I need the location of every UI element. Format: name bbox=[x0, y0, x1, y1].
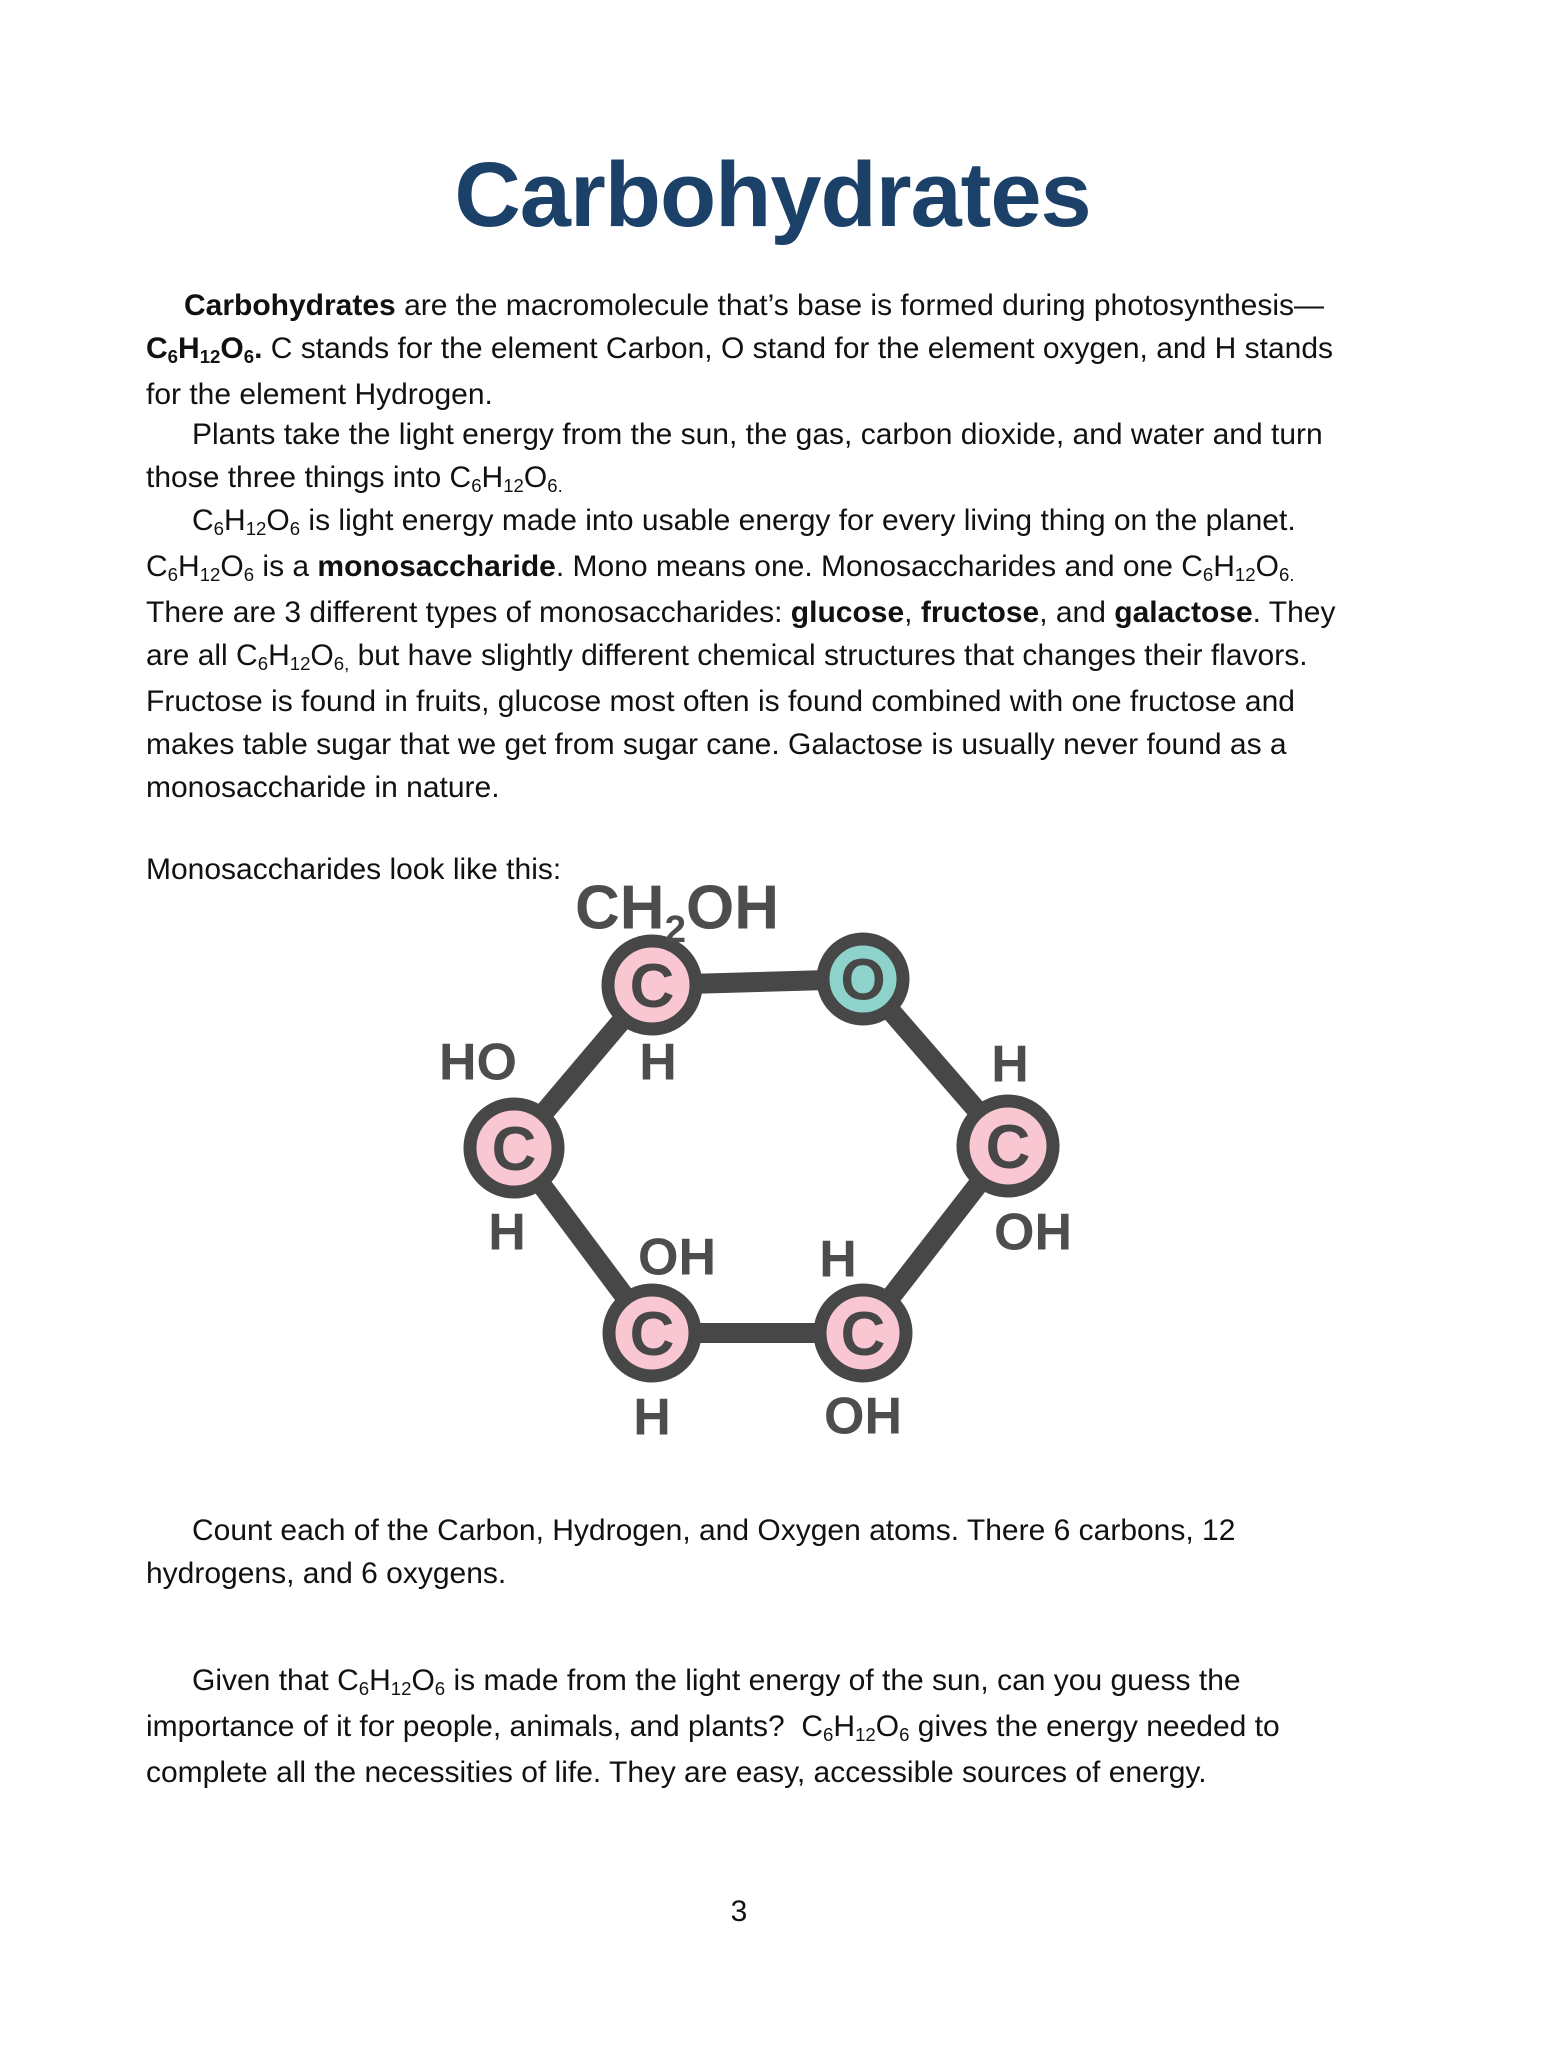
page-number: 3 bbox=[730, 1895, 748, 1928]
oh-label-right-lower: OH bbox=[994, 1203, 1072, 1262]
text-line: C6H12O6 is a monosaccharide. Mono means one. Monosaccharides and one C6H12O6. bbox=[146, 550, 1295, 585]
oh-label-below-right: OH bbox=[824, 1387, 902, 1446]
carbon-atom-c2 bbox=[963, 1101, 1053, 1191]
count-atoms-paragraph bbox=[146, 1509, 1455, 1595]
carbon-atom-c4 bbox=[609, 1290, 695, 1376]
atom-symbol: C bbox=[985, 1113, 1031, 1183]
page-title: Carbohydrates bbox=[454, 144, 1091, 246]
text-line: Fructose is found in fruits, glucose most often is found combined with one fructose and bbox=[146, 685, 1295, 718]
text-line: Monosaccharides look like this: bbox=[146, 853, 562, 886]
molecule-svg bbox=[400, 858, 1120, 1468]
atom-symbol: O bbox=[840, 947, 886, 1013]
text-line: makes table sugar that we get from sugar cane. Galactose is usually never found as a bbox=[146, 728, 1287, 761]
ch2oh-label: $CH_2OH$ bbox=[575, 873, 779, 951]
atom-symbol: C bbox=[840, 1300, 886, 1370]
oxygen-atom-o1 bbox=[823, 939, 903, 1019]
text-line: Count each of the Carbon, Hydrogen, and Oxygen atoms. There 6 carbons, 12 bbox=[192, 1514, 1236, 1547]
intro-paragraph bbox=[146, 284, 1455, 416]
monosaccharide-paragraph bbox=[146, 499, 1455, 809]
text-line: Carbohydrates are the macromolecule that’s base is formed during photosynthesis— bbox=[184, 289, 1324, 322]
atom-symbol: C bbox=[491, 1115, 537, 1185]
h-label-right-top: H bbox=[991, 1035, 1029, 1094]
text-line: for the element Hydrogen. bbox=[146, 378, 493, 411]
monosaccharide-ring-diagram bbox=[400, 858, 1120, 1468]
text-line: those three things into C6H12O6. bbox=[146, 461, 563, 496]
text-line: There are 3 different types of monosaccharides: glucose, fructose, and galactose. They bbox=[146, 596, 1336, 629]
text-line: Given that C6H12O6 is made from the light energy of the sun, can you guess the bbox=[192, 1664, 1241, 1699]
ho-label-left: HO bbox=[439, 1033, 517, 1092]
carbon-atom-c3 bbox=[820, 1290, 906, 1376]
text-line: importance of it for people, animals, and plants? C6H12O6 gives the energy needed to bbox=[146, 1710, 1280, 1745]
text-line: are all C6H12O6, but have slightly different chemical structures that changes their flavors. bbox=[146, 639, 1308, 674]
h-label-inner-bottom-right: H bbox=[819, 1230, 857, 1289]
oh-label-inner-bottom-left: OH bbox=[638, 1228, 716, 1287]
carbon-atom-c1 bbox=[608, 941, 696, 1029]
carbon-atom-c5 bbox=[470, 1104, 558, 1192]
importance-paragraph bbox=[146, 1659, 1455, 1794]
h-label-below-left: H bbox=[633, 1388, 671, 1447]
atom-symbol: C bbox=[629, 952, 675, 1022]
text-line: C6H12O6 is light energy made into usable energy for every living thing on the planet. bbox=[192, 504, 1296, 539]
text-line: complete all the necessities of life. They are easy, accessible sources of energy. bbox=[146, 1756, 1207, 1789]
atom-symbol: C bbox=[629, 1300, 675, 1370]
h-label-left-lower: H bbox=[488, 1203, 526, 1262]
photosynthesis-paragraph bbox=[146, 413, 1455, 502]
h-label-inner-top: H bbox=[639, 1033, 677, 1092]
text-line: Plants take the light energy from the sun, the gas, carbon dioxide, and water and turn bbox=[192, 418, 1323, 451]
text-line: hydrogens, and 6 oxygens. bbox=[146, 1557, 507, 1590]
text-line: monosaccharide in nature. bbox=[146, 771, 500, 804]
text-line: C6H12O6. C stands for the element Carbon, O stand for the element oxygen, and H stands bbox=[146, 332, 1334, 367]
